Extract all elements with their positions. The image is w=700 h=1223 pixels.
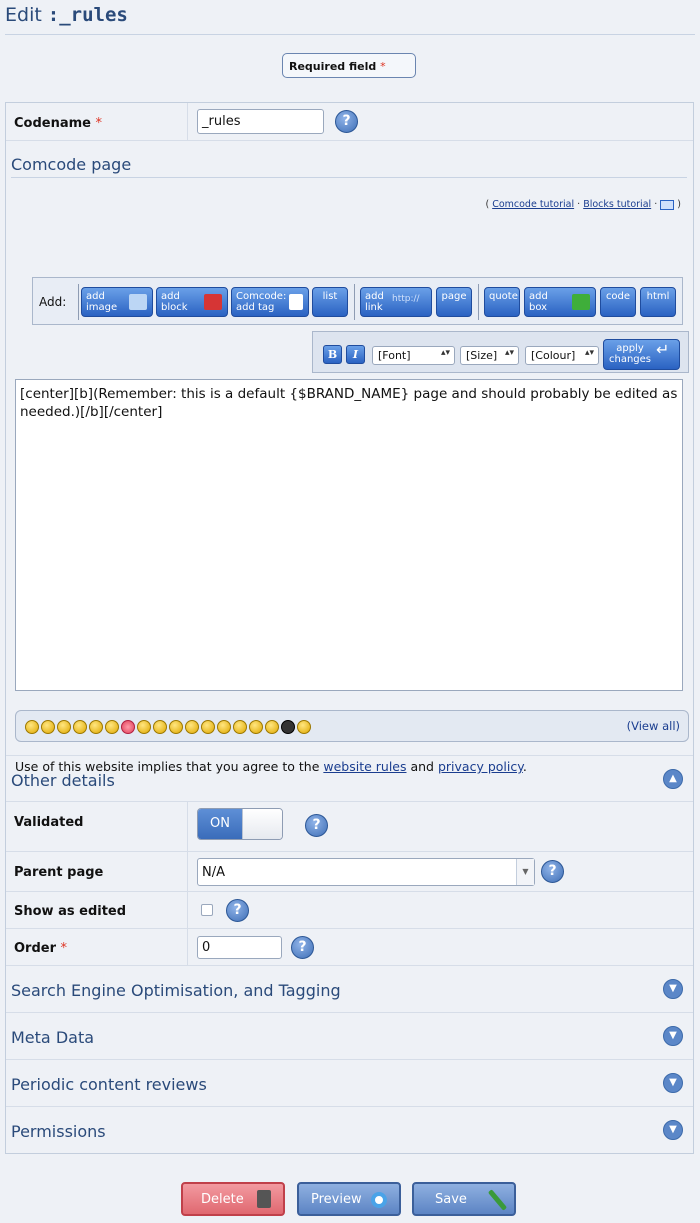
emoticon-icon[interactable] [233,720,247,734]
page-title-prefix: Edit [5,4,42,26]
seo-tagging-section[interactable] [6,966,693,1013]
font-select[interactable] [372,346,455,365]
website-rules-link[interactable]: website rules [323,759,407,774]
trash-icon [257,1190,271,1208]
required-field-legend [282,53,416,78]
comcode-add-tag-label: Comcode: add tag [236,291,287,313]
emoticon-icon[interactable] [201,720,215,734]
expand-icon[interactable]: ▼ [663,979,683,999]
meta-data-heading: Meta Data [11,1028,95,1047]
size-select[interactable] [460,346,519,365]
show-as-edited-checkbox[interactable] [201,904,213,916]
preview-button[interactable] [297,1182,401,1216]
column-divider [187,852,188,891]
required-star: * [60,941,68,956]
comcode-section [6,141,693,774]
toolbar-separator [78,284,79,320]
toolbar-separator [354,284,355,320]
delete-label: Delete [201,1192,244,1207]
apply-changes-label: apply changes [608,343,651,365]
emoticon-icon[interactable] [57,720,71,734]
quote-label: quote [489,291,518,302]
list-label: list [322,291,338,302]
select-arrow-icon: ▴▾ [440,348,450,358]
italic-button[interactable]: I [346,345,365,364]
enter-arrow-icon: ↵ [656,340,670,359]
emoticon-icon[interactable] [25,720,39,734]
list-button[interactable] [312,287,348,317]
emoticon-icon[interactable] [41,720,55,734]
seo-tagging-heading: Search Engine Optimisation, and Tagging [11,981,341,1000]
agreement-post: . [522,759,527,774]
codename-label-text: Codename [14,116,91,131]
section-divider [11,177,687,178]
parent-page-value: N/A [202,865,225,880]
format-toolbar [312,331,689,373]
box-icon [572,294,590,310]
paren-close: ) [677,199,681,210]
order-label-text: Order [14,941,56,956]
emoticon-bar [15,710,689,742]
paren-open: ( [485,199,490,210]
code-button[interactable] [600,287,636,317]
emoticon-icon[interactable] [137,720,151,734]
required-field-label: Required field [289,60,377,73]
agreement-and: and [406,759,438,774]
permissions-heading: Permissions [11,1122,106,1141]
page-button[interactable] [436,287,472,317]
parent-page-select[interactable] [197,858,535,886]
toolbar-separator [478,284,479,320]
comcode-tutorial-link[interactable]: Comcode tutorial [492,199,575,210]
add-link-label: add link [365,291,384,313]
chevron-down-icon[interactable]: ▼ [516,859,534,885]
periodic-reviews-heading: Periodic content reviews [11,1075,207,1094]
tutorial-links [485,199,681,210]
help-icon[interactable]: ? [226,899,249,922]
codename-input[interactable]: _rules [197,109,324,134]
ninja-emoticon-icon[interactable] [281,720,295,734]
toolbar-add-label: Add: [39,295,67,309]
size-select-value: [Size] [466,349,498,362]
help-icon[interactable]: ? [335,110,358,133]
column-divider [187,892,188,928]
emoticon-icon[interactable] [169,720,183,734]
comcode-add-tag-button[interactable] [231,287,309,317]
help-icon[interactable]: ? [541,860,564,883]
validated-row [6,802,693,852]
toggle-on-label: ON [198,809,242,839]
colour-select-value: [Colour] [531,349,576,362]
emoticon-icon[interactable] [153,720,167,734]
codename-label [14,116,102,131]
delete-button[interactable] [181,1182,285,1216]
required-star: * [95,116,103,131]
separator-dot: · [654,199,658,210]
column-divider [187,802,188,851]
add-block-button[interactable] [156,287,228,317]
select-arrow-icon: ▴▾ [504,348,514,358]
emoticon-icon[interactable] [185,720,199,734]
add-link-button[interactable] [360,287,432,317]
other-details-header[interactable] [6,756,693,802]
comcode-toolbar [32,277,683,325]
emoticon-icon[interactable] [265,720,279,734]
save-button[interactable] [412,1182,516,1216]
collapse-icon[interactable]: ▲ [663,769,683,789]
view-all-emoticons-link[interactable]: (View all) [626,719,680,733]
expand-icon[interactable]: ▼ [663,1073,683,1093]
agreement-pre: Use of this website implies that you agree to the [15,759,324,774]
column-divider [187,103,188,140]
expand-icon[interactable]: ▼ [663,1026,683,1046]
add-box-button[interactable] [524,287,596,317]
emoticon-icon[interactable] [249,720,263,734]
link-icon: http:// [392,294,420,304]
parent-page-label: Parent page [14,865,104,880]
separator-dot: · [577,199,581,210]
toggle-knob [242,809,282,839]
comcode-editor[interactable]: [center][b](Remember: this is a default {$BRAND_NAME} page and should probably be edited as needed.)[/b][/center] [15,379,683,691]
emoticon-icon[interactable] [89,720,103,734]
comcode-tag-icon [289,294,303,310]
apply-changes-button[interactable] [603,339,680,370]
order-label [14,941,67,956]
add-block-label: add block [161,291,188,313]
code-label: code [605,291,631,302]
permissions-section[interactable] [6,1107,693,1153]
emoticon-icon[interactable] [297,720,311,734]
add-box-label: add box [529,291,548,313]
expand-icon[interactable]: ▼ [663,1120,683,1140]
add-image-button[interactable] [81,287,153,317]
validated-label: Validated [14,815,84,830]
parent-page-row [6,852,693,892]
add-image-label: add image [86,291,118,313]
other-details-heading: Other details [11,771,115,790]
help-icon[interactable]: ? [291,936,314,959]
page-title-code: :_rules [47,4,128,26]
help-icon[interactable]: ? [305,814,328,837]
eye-icon [371,1192,387,1208]
emoticon-icon[interactable] [105,720,119,734]
bold-button[interactable]: B [323,345,342,364]
privacy-policy-link[interactable]: privacy policy [437,759,523,774]
quote-button[interactable] [484,287,520,317]
show-as-edited-row [6,892,693,929]
block-icon [204,294,222,310]
meta-data-section[interactable] [6,1013,693,1060]
column-divider [187,929,188,965]
blocks-tutorial-link[interactable]: Blocks tutorial [583,199,652,210]
validated-toggle[interactable] [197,808,283,840]
colour-select[interactable] [525,346,599,365]
order-row [6,929,693,966]
periodic-reviews-section[interactable] [6,1060,693,1107]
emoticon-icon[interactable] [73,720,87,734]
html-label: html [646,291,670,302]
html-button[interactable] [640,287,676,317]
heart-emoticon-icon[interactable] [121,720,135,734]
codename-row [6,103,693,141]
font-select-value: [Font] [378,349,411,362]
show-as-edited-label: Show as edited [14,904,127,919]
comcode-heading: Comcode page [11,155,132,174]
title-divider [5,34,695,35]
pencil-icon [488,1189,507,1211]
emoticon-icon[interactable] [217,720,231,734]
window-icon[interactable] [660,200,674,210]
select-arrow-icon: ▴▾ [584,348,594,358]
page-title [5,4,128,26]
edit-form [5,102,694,1154]
page-label: page [441,291,467,302]
save-label: Save [435,1192,467,1207]
image-icon [129,294,147,310]
required-star: * [380,60,386,73]
order-input[interactable]: 0 [197,936,282,959]
preview-label: Preview [311,1192,362,1207]
